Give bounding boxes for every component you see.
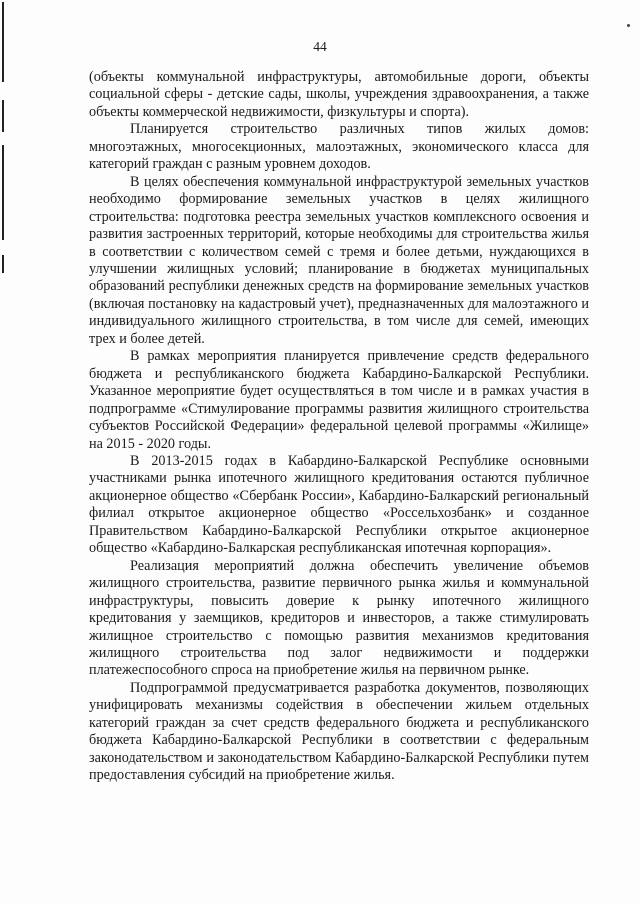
paragraph: Подпрограммой предусматривается разработка документов, позволяющих унифицировать механизмы содействия в обеспечении жильем отдельных категорий граждан за счет средств федерального бюджета и республиканского бюджета Кабардино-Балкарской Республики в соответствии с федеральным законодательством и законодательством Кабардино-Балкарской Республики путем предоставления субсидий на приобретение жилья. bbox=[89, 679, 589, 784]
paragraph: В рамках мероприятия планируется привлечение средств федерального бюджета и республиканского бюджета Кабардино-Балкарской Республики. Указанное мероприятие будет осуществляться в том числе и в рамках участия в подпрограмме «Стимулирование программы развития жилищного строительства субъектов Российской Федерации» федеральной целевой программы «Жилище» на 2015 - 2020 годы. bbox=[89, 348, 589, 452]
paragraph: В 2013-2015 годах в Кабардино-Балкарской Республике основными участниками рынка ипотечного жилищного кредитования остаются публичное акционерное общество «Сбербанк России», Кабардино-Балкарский региональный филиал открытое акционерное общество «Россельхозбанк» и созданное Правительством Кабардино-Балкарской Республики открытое акционерное общество «Кабардино-Балкарская республиканская ипотечная корпорация». bbox=[89, 452, 589, 557]
document-body bbox=[89, 69, 589, 785]
paragraph: Планируется строительство различных типов жилых домов: многоэтажных, многосекционных, малоэтажных, экономического класса для категорий граждан с разным уровнем доходов. bbox=[89, 121, 589, 173]
scan-edge-mark bbox=[2, 255, 4, 273]
paragraph: (объекты коммунальной инфраструктуры, автомобильные дороги, объекты социальной сферы - детские сады, школы, учреждения здравоохранения, а также объекты коммерческой недвижимости, физкультуры и спорта). bbox=[89, 69, 589, 120]
scan-edge-mark bbox=[2, 100, 4, 132]
page-number: 44 bbox=[313, 39, 327, 54]
paragraph: В целях обеспечения коммунальной инфраструктурой земельных участков необходимо формирование земельных участков в целях жилищного строительства: подготовка реестра земельных участков комплексного освоения и развития застроенных территорий, которые необходимы для строительства жилья в соответствии с количеством семей с тремя и более детьми, нуждающихся в улучшении жилищных условий; планирование в бюджетах муниципальных образований республики денежных средств на формирование земельных участков (включая постановку на кадастровый учет), предназначенных для малоэтажного и индивидуального жилищного строительства, в том числе для семей, имеющих трех и более детей. bbox=[89, 173, 589, 347]
paragraph: Реализация мероприятий должна обеспечить увеличение объемов жилищного строительства, развитие первичного рынка жилья и коммунальной инфраструктуры, повысить доверие к рынку ипотечного жилищного кредитования у заемщиков, кредиторов и инвесторов, а также стимулировать жилищное строительство с помощью развития механизмов кредитования жилищного строительства под залог недвижимости и поддержки платежеспособного спроса на приобретение жилья на первичном рынке. bbox=[89, 557, 589, 679]
scan-speck bbox=[627, 24, 630, 27]
scan-edge-mark bbox=[2, 145, 4, 240]
